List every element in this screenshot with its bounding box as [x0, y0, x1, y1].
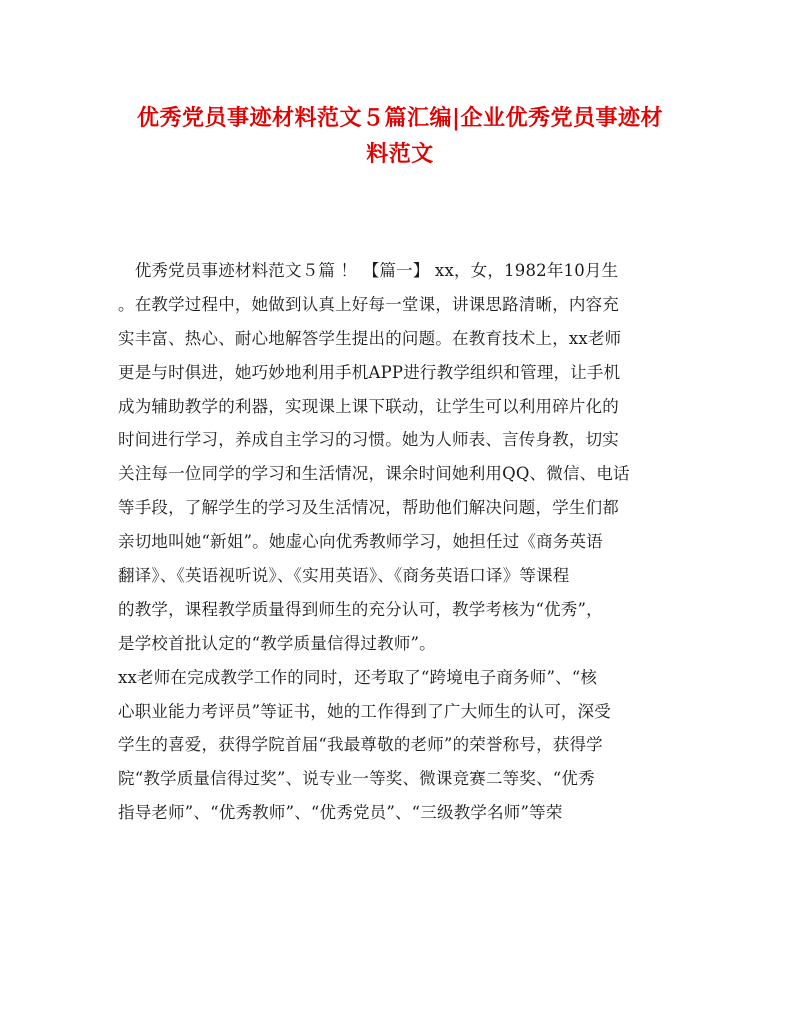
text-line: 实丰富、热心、耐心地解答学生提出的问题。在教育技术上，xx老师	[118, 328, 622, 348]
document-body	[118, 254, 678, 830]
paragraph	[118, 661, 678, 830]
text-line: 。在教学过程中，她做到认真上好每一堂课，讲课思路清晰，内容充	[118, 294, 619, 314]
text-line: 等手段，了解学生的学习及生活情况，帮助他们解决问题，学生们都	[118, 498, 619, 518]
text-line: 成为辅助教学的利器，实现课上课下联动，让学生可以利用碎片化的	[118, 396, 619, 416]
text-line: 院“教学质量信得过奖”、说专业一等奖、微课竞赛二等奖、“优秀	[118, 769, 595, 789]
text-line: 翻译》、《英语视听说》、《实用英语》、《商务英语口译》等课程	[118, 566, 570, 586]
document-title	[100, 100, 700, 172]
text-line: 指导老师”、“优秀教师”、“优秀党员”、“三级教学名师”等荣	[118, 803, 563, 823]
text-line: 优秀党员事迹材料范文５篇 ！ 【篇一】 xx，女，1982年10月生	[118, 261, 619, 280]
text-line: 亲切地叫她“新姐”。她虚心向优秀教师学习，她担任过《商务英语	[118, 532, 603, 552]
text-line: 关注每一位同学的学习和生活情况，课余时间她利用QQ、微信、电话	[118, 464, 630, 484]
text-line: 是学校首批认定的“教学质量信得过教师”。	[118, 633, 436, 653]
text-line: 时间进行学习，养成自主学习的习惯。她为人师表、言传身教，切实	[118, 430, 619, 450]
title-line: 料范文	[366, 141, 434, 167]
text-line: 更是与时俱进，她巧妙地利用手机APP进行教学组织和管理，让手机	[118, 362, 621, 382]
text-line: 学生的喜爱，获得学院首届“我最尊敬的老师”的荣誉称号，获得学	[118, 735, 603, 755]
title-line: 优秀党员事迹材料范文５篇汇编|企业优秀党员事迹材	[136, 105, 663, 131]
text-line: 的教学，课程教学质量得到师生的充分认可，教学考核为“优秀”，	[118, 599, 603, 619]
text-line: 心职业能力考评员”等证书，她的工作得到了广大师生的认可，深受	[118, 701, 611, 721]
paragraph	[118, 254, 678, 661]
text-line: xx老师在完成教学工作的同时，还考取了“跨境电子商务师”、“核	[118, 667, 598, 687]
